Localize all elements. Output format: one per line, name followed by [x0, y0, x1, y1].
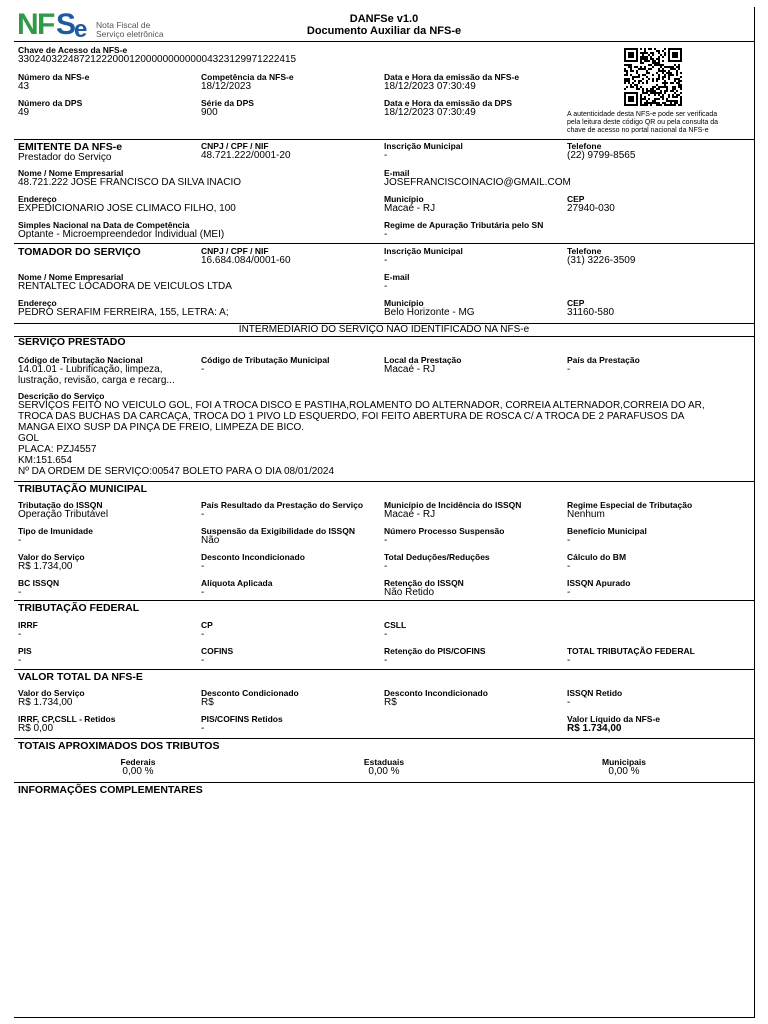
- qr-note-3: chave de acesso no portal nacional da NFS-e: [567, 127, 709, 134]
- divider-trib-mun: [14, 481, 754, 482]
- descricao-line: MANGA EIXO SUSP DA PINÇA DE FREIO, LIMPEZA DE BICO.: [18, 422, 305, 433]
- trib-mun-field-label: Desconto Incondicionado: [201, 552, 305, 562]
- divider-header: [14, 41, 754, 42]
- tomador-tel-value: (31) 3226-3509: [567, 255, 636, 266]
- valor-total-field-label: Desconto Condicionado: [201, 688, 299, 698]
- numero-nfse-value: 43: [18, 81, 30, 92]
- trib-mun-field-value: -: [384, 561, 388, 572]
- tomador-cep-value: 31160-580: [567, 307, 615, 318]
- cod-nacional-value-1: 14.01.01 - Lubrificação, limpeza,: [18, 364, 163, 375]
- trib-mun-field-label: BC ISSQN: [18, 578, 60, 588]
- emitente-cnpj-value: 48.721.222/0001-20: [201, 150, 291, 161]
- valor-liquido-value: R$ 1.734,00: [567, 723, 622, 734]
- tomador-im-label: Inscrição Municipal: [384, 246, 463, 256]
- descricao-label: Descrição do Serviço: [18, 391, 105, 401]
- valor-total-field-label: Valor do Serviço: [18, 688, 85, 698]
- trib-mun-field-label: ISSQN Apurado: [567, 578, 631, 588]
- simples-value: Optante - Microempreendedor Individual (MEI): [18, 229, 225, 240]
- trib-mun-field-value: -: [567, 587, 571, 598]
- emitente-im-value: -: [384, 150, 388, 161]
- emitente-nome-value: 48.721.222 JOSE FRANCISCO DA SILVA INACIO: [18, 177, 242, 188]
- logo-letter-f: F: [37, 8, 55, 41]
- trib-fed-field-label: PIS: [18, 646, 32, 656]
- valor-total-field-label: Desconto Incondicionado: [384, 688, 488, 698]
- valor-total-field-value: -: [201, 723, 205, 734]
- trib-mun-field-label: Valor do Serviço: [18, 552, 85, 562]
- emitente-municipio-label: Município: [384, 194, 424, 204]
- trib-fed-field-label: IRRF: [18, 620, 38, 630]
- descricao-line: Nº DA ORDEM DE SERVIÇO:00547 BOLETO PARA O DIA 08/01/2024: [18, 466, 335, 477]
- regime-sn-label: Regime de Apuração Tributária pelo SN: [384, 220, 544, 230]
- cod-nacional-value-2: lustração, revisão, carga e recarg...: [18, 375, 175, 386]
- trib-mun-field-value: -: [384, 535, 388, 546]
- trib-mun-field-label: Retenção do ISSQN: [384, 578, 464, 588]
- trib-mun-field-label: Tipo de Imunidade: [18, 526, 93, 536]
- trib-fed-field-value: -: [18, 629, 22, 640]
- emitente-im-label: Inscrição Municipal: [384, 141, 463, 151]
- logo-letter-s: S: [56, 8, 76, 41]
- serie-dps-value: 900: [201, 107, 218, 118]
- totais-municipais-label: Municipais: [602, 757, 646, 767]
- emitente-endereco-value: EXPEDICIONARIO JOSE CLIMACO FILHO, 100: [18, 203, 236, 214]
- totais-federais-label: Federais: [120, 757, 156, 767]
- trib-mun-field-label: Alíquota Aplicada: [201, 578, 273, 588]
- logo-subtitle-2: Serviço eletrônica: [96, 29, 164, 39]
- numero-dps-value: 49: [18, 107, 30, 118]
- competencia-value: 18/12/2023: [201, 81, 252, 92]
- trib-mun-field-value: Operação Tributável: [18, 509, 109, 520]
- trib-mun-field-value: -: [201, 509, 205, 520]
- totais-estaduais-value: 0,00 %: [368, 766, 400, 777]
- emitente-municipio-value: Macaé - RJ: [384, 203, 436, 214]
- valor-total-field-label: Valor Líquido da NFS-e: [567, 714, 661, 724]
- cod-nacional-label: Código de Tributação Nacional: [18, 355, 143, 365]
- qr-note-2: pela leitura deste código QR ou pela consulta da: [567, 119, 718, 126]
- descricao-line: TROCA DAS BUCHAS DA CARCAÇA, TROCA DO 1 PIVO LD ESQUERDO, FOI FEITO ABERTURA DE ROSCA C/ A TROCA DE 2 PARAFUSOS DA: [18, 411, 685, 422]
- local-prestacao-label: Local da Prestação: [384, 355, 462, 365]
- info-section-title: INFORMAÇÕES COMPLEMENTARES: [18, 784, 203, 796]
- valor-total-field-value: R$ 0,00: [18, 723, 54, 734]
- emitente-role: Prestador do Serviço: [18, 152, 112, 163]
- pais-prestacao-label: País da Prestação: [567, 355, 640, 365]
- trib-fed-field-label: CP: [201, 620, 213, 630]
- emitente-tel-value: (22) 9799-8565: [567, 150, 636, 161]
- trib-fed-field-value: -: [18, 655, 22, 666]
- tomador-endereco-value: PEDRO SERAFIM FERREIRA, 155, LETRA: A;: [18, 307, 229, 318]
- emitente-endereco-label: Endereço: [18, 194, 57, 204]
- logo-letter-e: e: [74, 16, 88, 43]
- trib-mun-field-value: Não Retido: [384, 587, 435, 598]
- trib-mun-field-value: R$ 1.734,00: [18, 561, 73, 572]
- qr-code-icon[interactable]: [624, 48, 682, 106]
- valor-total-field-label: ISSQN Retido: [567, 688, 623, 698]
- trib-mun-field-value: -: [201, 587, 205, 598]
- valor-total-field-label: IRRF, CP,CSLL - Retidos: [18, 714, 116, 724]
- doc-title: DANFSe v1.0: [349, 13, 419, 25]
- divider-tomador: [14, 243, 754, 244]
- trib-fed-field-label: Retenção do PIS/COFINS: [384, 646, 486, 656]
- valor-total-field-value: R$: [201, 697, 214, 708]
- totais-federais-value: 0,00 %: [122, 766, 154, 777]
- pais-prestacao-value: -: [567, 364, 571, 375]
- descricao-line: PLACA: PZJ4557: [18, 444, 97, 455]
- tomador-municipio-label: Município: [384, 298, 424, 308]
- emitente-email-label: E-mail: [384, 168, 410, 178]
- totais-municipais-value: 0,00 %: [608, 766, 640, 777]
- trib-fed-field-label: COFINS: [201, 646, 234, 656]
- trib-fed-section-title: TRIBUTAÇÃO FEDERAL: [18, 602, 140, 614]
- valor-total-field-value: -: [567, 697, 571, 708]
- trib-fed-field-label: TOTAL TRIBUTAÇÃO FEDERAL: [567, 646, 695, 656]
- emitente-cep-value: 27940-030: [567, 203, 615, 214]
- trib-fed-field-value: -: [201, 629, 205, 640]
- trib-mun-field-value: Nenhum: [567, 509, 605, 520]
- trib-fed-field-label: CSLL: [384, 620, 407, 630]
- servico-section-title: SERVIÇO PRESTADO: [18, 336, 126, 348]
- local-prestacao-value: Macaé - RJ: [384, 364, 436, 375]
- valor-total-field-value: R$: [384, 697, 397, 708]
- emissao-nfse-label: Data e Hora da emissão da NFS-e: [384, 72, 520, 82]
- tomador-nome-value: RENTALTEC LOCADORA DE VEICULOS LTDA: [18, 281, 232, 292]
- divider-trib-fed: [14, 600, 754, 601]
- doc-subtitle: Documento Auxiliar da NFS-e: [306, 25, 462, 37]
- serie-dps-label: Série da DPS: [201, 98, 254, 108]
- trib-fed-field-value: -: [384, 629, 388, 640]
- trib-fed-field-value: -: [384, 655, 388, 666]
- trib-mun-field-label: País Resultado da Prestação do Serviço: [201, 500, 364, 510]
- emitente-section-title: EMITENTE DA NFS-e: [18, 141, 123, 153]
- cod-municipal-value: -: [201, 364, 205, 375]
- trib-mun-field-label: Regime Especial de Tributação: [567, 500, 693, 510]
- cod-municipal-label: Código de Tributação Municipal: [201, 355, 330, 365]
- trib-mun-field-label: Total Deduções/Reduções: [384, 552, 490, 562]
- emissao-dps-label: Data e Hora da emissão da DPS: [384, 98, 513, 108]
- simples-label: Simples Nacional na Data de Competência: [18, 220, 190, 230]
- logo-letter-n: N: [17, 8, 38, 41]
- intermediario-notice: INTERMEDIÁRIO DO SERVIÇO NÃO IDENTIFICADO NA NFS-e: [238, 324, 530, 335]
- valor-total-field-label: PIS/COFINS Retidos: [201, 714, 283, 724]
- totais-section-title: TOTAIS APROXIMADOS DOS TRIBUTOS: [18, 740, 220, 752]
- trib-mun-field-label: Benefício Municipal: [567, 526, 647, 536]
- regime-sn-value: -: [384, 229, 388, 240]
- numero-dps-label: Número da DPS: [18, 98, 83, 108]
- emitente-tel-label: Telefone: [567, 141, 602, 151]
- emissao-nfse-value: 18/12/2023 07:30:49: [384, 81, 476, 92]
- trib-mun-field-value: Não: [201, 535, 220, 546]
- tomador-cnpj-value: 16.684.084/0001-60: [201, 255, 291, 266]
- valor-total-section-title: VALOR TOTAL DA NFS-E: [18, 671, 143, 683]
- trib-mun-field-label: Cálculo do BM: [567, 552, 627, 562]
- tomador-section-title: TOMADOR DO SERVIÇO: [18, 246, 141, 258]
- tomador-cep-label: CEP: [567, 298, 585, 308]
- trib-mun-field-label: Número Processo Suspensão: [384, 526, 505, 536]
- descricao-line: GOL: [18, 433, 40, 444]
- tomador-email-value: -: [384, 281, 388, 292]
- emitente-cnpj-label: CNPJ / CPF / NIF: [201, 141, 269, 151]
- divider-info: [14, 782, 754, 783]
- danfse-document: [14, 7, 755, 1018]
- trib-mun-field-value: -: [18, 587, 22, 598]
- trib-mun-field-value: -: [567, 535, 571, 546]
- divider-emitente: [14, 139, 754, 140]
- tomador-tel-label: Telefone: [567, 246, 602, 256]
- tomador-cnpj-label: CNPJ / CPF / NIF: [201, 246, 269, 256]
- emissao-dps-value: 18/12/2023 07:30:49: [384, 107, 476, 118]
- emitente-cep-label: CEP: [567, 194, 585, 204]
- descricao-line: KM:151.654: [18, 455, 72, 466]
- numero-nfse-label: Número da NFS-e: [18, 72, 90, 82]
- tomador-email-label: E-mail: [384, 272, 410, 282]
- trib-mun-field-label: Tributação do ISSQN: [18, 500, 103, 510]
- emitente-email-value: JOSEFRANCISCOINACIO@GMAIL.COM: [384, 177, 571, 188]
- tomador-endereco-label: Endereço: [18, 298, 57, 308]
- chave-label: Chave de Acesso da NFS-e: [18, 45, 128, 55]
- chave-value: 33024032248721222000120000000000004323129971222415: [18, 54, 297, 65]
- totais-estaduais-label: Estaduais: [363, 757, 405, 767]
- trib-mun-field-value: Macaé - RJ: [384, 509, 436, 520]
- tomador-nome-label: Nome / Nome Empresarial: [18, 272, 124, 282]
- logo-subtitle-1: Nota Fiscal de: [96, 20, 151, 30]
- trib-mun-field-value: -: [18, 535, 22, 546]
- divider-valor-total: [14, 669, 754, 670]
- trib-mun-field-label: Município de Incidência do ISSQN: [384, 500, 522, 510]
- trib-mun-section-title: TRIBUTAÇÃO MUNICIPAL: [18, 483, 148, 495]
- trib-mun-field-label: Suspensão da Exigibilidade do ISSQN: [201, 526, 355, 536]
- trib-fed-field-value: -: [567, 655, 571, 666]
- competencia-label: Competência da NFS-e: [201, 72, 294, 82]
- emitente-nome-label: Nome / Nome Empresarial: [18, 168, 124, 178]
- descricao-line: SERVIÇOS FEITO NO VEICULO GOL, FOI A TROCA DISCO E PASTIHA,ROLAMENTO DO ALTERNADOR, CORREIA ALTERNADOR,CORREIA DO AR,: [18, 400, 705, 411]
- tomador-municipio-value: Belo Horizonte - MG: [384, 307, 475, 318]
- trib-fed-field-value: -: [201, 655, 205, 666]
- valor-total-field-value: R$ 1.734,00: [18, 697, 73, 708]
- qr-note-1: A autenticidade desta NFS-e pode ser verificada: [567, 111, 718, 118]
- trib-mun-field-value: -: [567, 561, 571, 572]
- trib-mun-field-value: -: [201, 561, 205, 572]
- divider-totais: [14, 738, 754, 739]
- tomador-im-value: -: [384, 255, 388, 266]
